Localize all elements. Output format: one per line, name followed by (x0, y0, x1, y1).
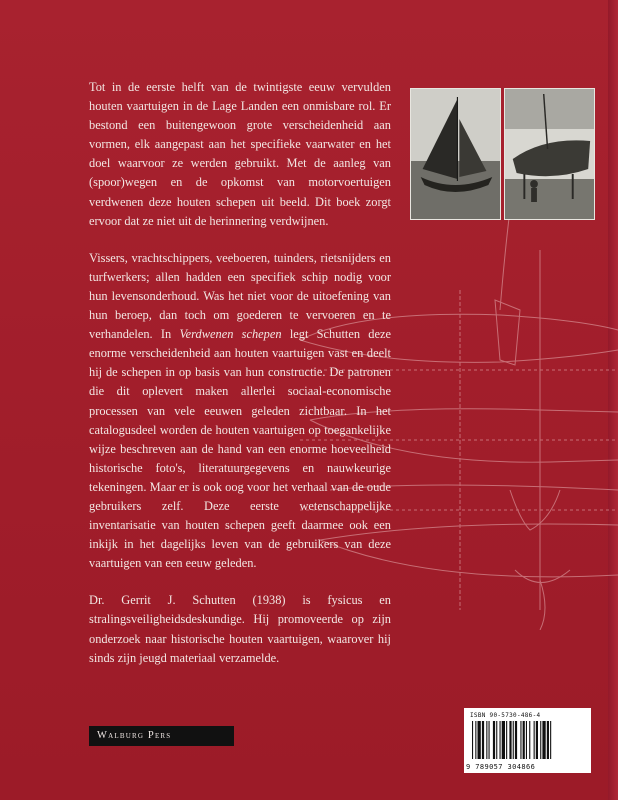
barcode-bar (493, 721, 495, 759)
barcode-bar (534, 721, 535, 759)
sailing-boat-photo (410, 88, 501, 220)
barcode-bar (520, 721, 521, 759)
barcode-bar (515, 721, 517, 759)
blurb-paragraph-1: Tot in de eerste helft van de twintigste eeuw vervulden houten vaartuigen in de Lage Landen een onmisbare rol. Er bestond een buitengewoon grote verscheidenheid aan vormen, elk aangepast aan het specifieke vaarwater en het doel waarvoor ze werden gebruikt. Met de aanleg van (spoor)wegen en de opkomst van motorvoertuigen verdwenen deze houten schepen uit beeld. Dit boek zorgt ervoor dat ze niet uit de herinnering verdwijnen. (89, 80, 391, 228)
blurb-paragraph-2-end: legt Schutten deze enorme verscheidenheid aan houten vaartuigen vast en deelt hij de schepen in op basis van hun constructie. De patronen die dit oplevert maken allerlei sociaal-economische processen van vele eeuwen geleden zichtbaar. In het catalogusdeel worden de houten vaartuigen op toegankelijke wijze beschreven aan de hand van een enorme hoeveelheid historische foto's, literatuurgegevens en nauwkeurige tekeningen. Maar er is ook oog voor het verhaal van de oude gebruikers zelf. Deze eerste wetenschappelijke inventarisatie van houten schepen geeft daarmee ook een inkijk in het dagelijks leven van de gebruikers van deze vaartuigen van een eeuw geleden. (89, 327, 391, 571)
isbn-text: ISBN 90-5730-486-4 (470, 712, 541, 719)
barcode-bar (529, 721, 530, 759)
barcode-bar (540, 721, 541, 759)
barcode-bar (496, 721, 497, 759)
barcode-bar (475, 721, 476, 759)
boatyard-photo (504, 88, 595, 220)
barcode-bar (513, 721, 514, 759)
barcode-bar (500, 721, 501, 759)
barcode-bar (502, 721, 505, 759)
barcode-bar (542, 721, 545, 759)
blurb (89, 78, 391, 686)
barcode-bar (550, 721, 551, 759)
barcode-bar (489, 721, 490, 759)
publisher-label: Walburg Pers (89, 726, 234, 746)
barcode-bar (478, 721, 481, 759)
barcode-bar (547, 721, 549, 759)
author-bio: Dr. Gerrit J. Schutten (1938) is fysicus en stralingsveiligheidsdeskundige. Hij promoveerde op zijn onderzoek naar historische houten vaartuigen, waarover hij sinds zijn jeugd materiaal verzamelde. (89, 593, 391, 665)
barcode (464, 708, 591, 773)
blurb-paragraph-2 (89, 249, 391, 574)
barcode-bar (523, 721, 525, 759)
barcode-bar (482, 721, 484, 759)
ean-text: 9 789057 304866 (466, 763, 536, 771)
blurb-paragraph-2-start: Vissers, vrachtschippers, veeboeren, tuinders, rietsnijders en turfwerkers; allen hadden een specifiek schip nodig voor hun levensonderhoud. Was het niet voor de uitoefening van hun beroep, dan toch om goederen te vervoeren en te verhandelen. In (89, 250, 391, 342)
photo-strip (410, 88, 595, 218)
barcode-bar (472, 721, 473, 759)
barcode-bar (486, 721, 487, 759)
barcode-bars (472, 721, 584, 759)
barcode-bar (506, 721, 507, 759)
barcode-bar (526, 721, 527, 759)
barcode-bar (536, 721, 538, 759)
book-title-italic: Verdwenen schepen (179, 327, 282, 342)
barcode-bar (509, 721, 511, 759)
